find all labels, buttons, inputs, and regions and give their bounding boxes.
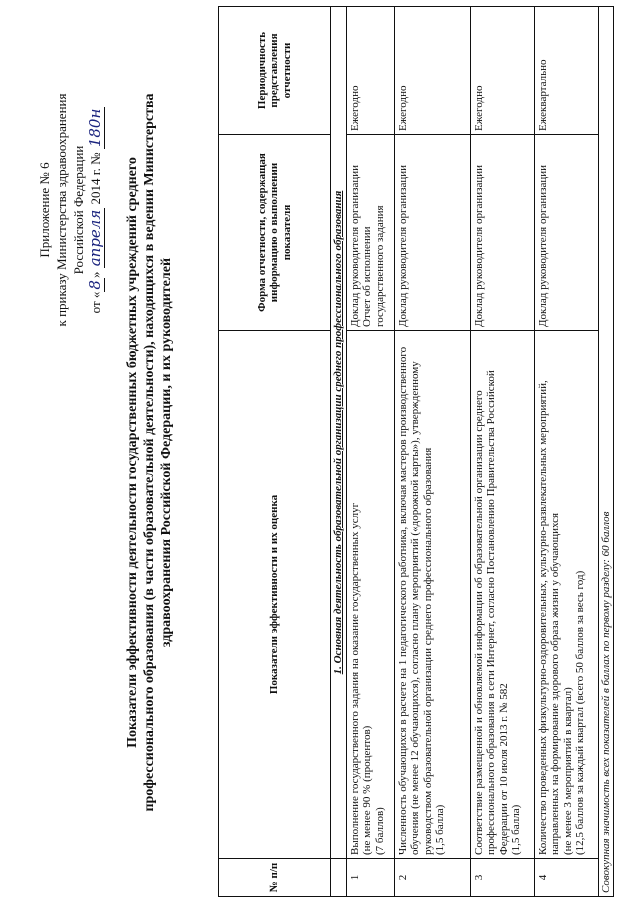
order-number: 180н (86, 108, 104, 148)
appendix-number: Приложение № 6 (37, 162, 52, 258)
table-header-row (219, 7, 331, 897)
row-form: Доклад руководителя организации Отчет об исполнении государственного задания (346, 135, 394, 331)
row-period: Ежегодно (470, 7, 534, 135)
row-indicator: Количество проведенных физкультурно-оздоровительных, культурно-развлекательных мероприятий, направленных на формирование здорового образа жизни у обучающихся (не менее 3 мероприятий в квартал) (12,5 баллов за каждый квартал (всего 50 баллов за весь год) (534, 331, 598, 859)
row-num: 4 (534, 859, 598, 897)
header-form: Форма отчетности, содержащая информацию о выполнении показателя (219, 135, 331, 331)
table-row (394, 7, 470, 897)
row-form: Доклад руководителя организации (394, 135, 470, 331)
date-day: 8 (86, 280, 104, 290)
table-row (534, 7, 598, 897)
row-num: 2 (394, 859, 470, 897)
appendix-date-line (87, 40, 104, 380)
row-form: Доклад руководителя организации (470, 135, 534, 331)
indicators-table-wrap (218, 7, 614, 897)
row-period: Ежеквартально (534, 7, 598, 135)
header-period: Периодичность представления отчетности (219, 7, 331, 135)
row-num: 3 (470, 859, 534, 897)
indicators-table (218, 6, 614, 897)
row-period: Ежегодно (346, 7, 394, 135)
appendix-ministry: Российской Федерации (71, 145, 86, 275)
appendix-header (36, 40, 104, 380)
row-period: Ежегодно (394, 7, 470, 135)
row-indicator: Численность обучающихся в расчете на 1 педагогического работника, включая мастеров производственного обучения (не менее 12 обучающихся), согласно плану мероприятий («дорожной карты»), утвержденному руководством образовательной организации среднего профессионального образования (1,5 балла) (394, 331, 470, 859)
date-mid: » (88, 268, 103, 279)
row-form: Доклад руководителя организации (534, 135, 598, 331)
table-row (346, 7, 394, 897)
title-line-1: Показатели эффективности деятельности государственных бюджетных учреждений среднего (125, 157, 140, 748)
date-prefix: от « (88, 291, 103, 314)
section-row (331, 7, 347, 897)
row-num: 1 (346, 859, 394, 897)
total-row (598, 7, 614, 897)
row-indicator: Выполнение государственного задания на оказание государственных услуг (не менее 90 % (процентов) (7 баллов) (346, 331, 394, 859)
document-title (124, 20, 175, 885)
title-line-3: здравоохранения Российской Федерации, и их руководителей (159, 257, 174, 648)
date-month: апреля (86, 209, 104, 267)
appendix-order-ref: к приказу Министерства здравоохранения (54, 93, 69, 327)
header-num: № п/п (219, 859, 331, 897)
total-score: Совокупная значимость всех показателей в баллах по первому разделу: 60 баллов (598, 7, 614, 897)
section-title: 1. Основная деятельность образовательной организации среднего профессионального образования (331, 7, 347, 859)
table-row (470, 7, 534, 897)
row-indicator: Соответствие размещенной и обновляемой информации об образовательной организации среднего профессионального образования в сети Интернет, согласно Постановлению Правительства Российской Федерации от 10 июля 2013 г. № 582 (1,5 балла) (470, 331, 534, 859)
header-indicator: Показатели эффективности и их оценка (219, 331, 331, 859)
title-line-2: профессионального образования (в части образовательной деятельности), находящихся в ведении Министерства (142, 93, 157, 812)
date-year: 2014 г. № (88, 152, 103, 205)
